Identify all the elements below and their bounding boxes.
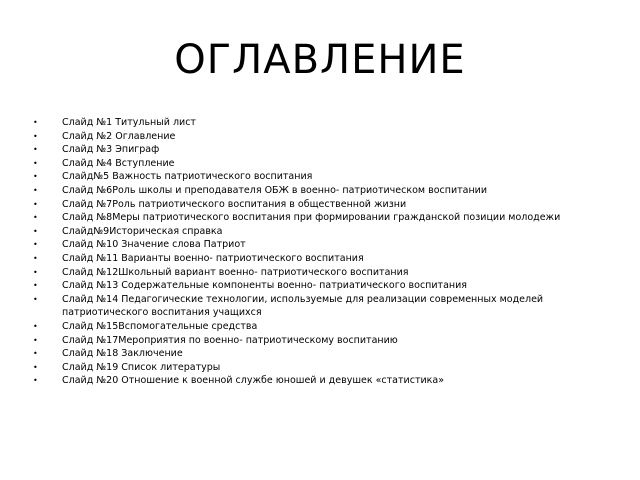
bullet-icon: •: [33, 131, 38, 141]
list-item: [33, 320, 623, 334]
bullet-icon: •: [33, 267, 38, 277]
list-item: [33, 130, 623, 144]
list-item: [33, 198, 623, 212]
list-item-label: Слайд №4 Вступление: [62, 157, 175, 169]
list-item: [33, 334, 623, 348]
list-item-label: Слайд №7Роль патриотического воспитания в общественной жизни: [62, 198, 407, 210]
table-of-contents-list: [33, 116, 623, 388]
list-item-label: Слайд №15Вспомогательные средства: [62, 320, 258, 332]
list-item-label: Слайд №17Мероприятия по военно- патриотическому воспитанию: [62, 334, 398, 346]
list-item: [33, 238, 623, 252]
bullet-icon: •: [33, 376, 38, 386]
list-item-label: Слайд №18 Заключение: [62, 348, 183, 360]
list-item: [33, 225, 623, 239]
bullet-icon: •: [33, 118, 38, 127]
bullet-icon: •: [33, 240, 38, 250]
list-item-label: Слайд №12Школьный вариант военно- патриотического воспитания: [62, 266, 409, 278]
list-item-label: Слайд №20 Отношение к военной службе юношей и девушек «статистика»: [62, 375, 445, 387]
bullet-icon: •: [33, 335, 38, 345]
list-item: [33, 170, 623, 184]
list-item: [33, 211, 623, 225]
list-item-label: Слайд №8Меры патриотического воспитания при формировании гражданской позиции молодежи: [62, 212, 561, 224]
list-item-label: Слайд№5 Важность патриотического воспитания: [62, 171, 313, 183]
list-item-label: Слайд №14 Педагогические технологии, используемые для реализации современных моделей патриотического воспитания учащихся: [62, 293, 544, 319]
list-item: [33, 184, 623, 198]
list-item: [33, 157, 623, 171]
list-item-label: Слайд №2 Оглавление: [62, 130, 176, 142]
list-item-label: Слайд №1 Титульный лист: [62, 117, 196, 128]
bullet-icon: •: [33, 281, 38, 291]
list-item: [33, 252, 623, 266]
list-item-label: Слайд №10 Значение слова Патриот: [62, 239, 246, 251]
bullet-icon: •: [33, 321, 38, 331]
bullet-icon: •: [33, 253, 38, 263]
bullet-icon: •: [33, 362, 38, 372]
list-item-label: Слайд №11 Варианты военно- патриотического воспитания: [62, 252, 364, 264]
bullet-icon: •: [33, 199, 38, 209]
list-item-label: Слайд№9Историческая справка: [62, 225, 223, 237]
list-item: [33, 143, 623, 157]
bullet-icon: •: [33, 185, 38, 195]
bullet-icon: •: [33, 172, 38, 182]
list-item: [33, 266, 623, 280]
bullet-icon: •: [33, 158, 38, 168]
list-item: [33, 293, 623, 320]
bullet-icon: •: [33, 226, 38, 236]
bullet-icon: •: [33, 294, 38, 304]
list-item-label: Слайд №3 Эпиграф: [62, 144, 160, 156]
list-item: [33, 361, 623, 375]
bullet-icon: •: [33, 213, 38, 223]
list-item-label: Слайд №6Роль школы и преподавателя ОБЖ в военно- патриотическом воспитании: [62, 184, 488, 196]
list-item: [33, 374, 623, 388]
list-item: [33, 279, 623, 293]
bullet-icon: •: [33, 145, 38, 155]
list-item: [33, 116, 623, 130]
list-item-label: Слайд №13 Содержательные компоненты военно- патриатического воспитания: [62, 280, 468, 292]
bullet-icon: •: [33, 349, 38, 359]
list-item-label: Слайд №19 Список литературы: [62, 361, 221, 373]
slide-title: ОГЛАВЛЕНИЕ: [174, 37, 466, 83]
list-item: [33, 347, 623, 361]
